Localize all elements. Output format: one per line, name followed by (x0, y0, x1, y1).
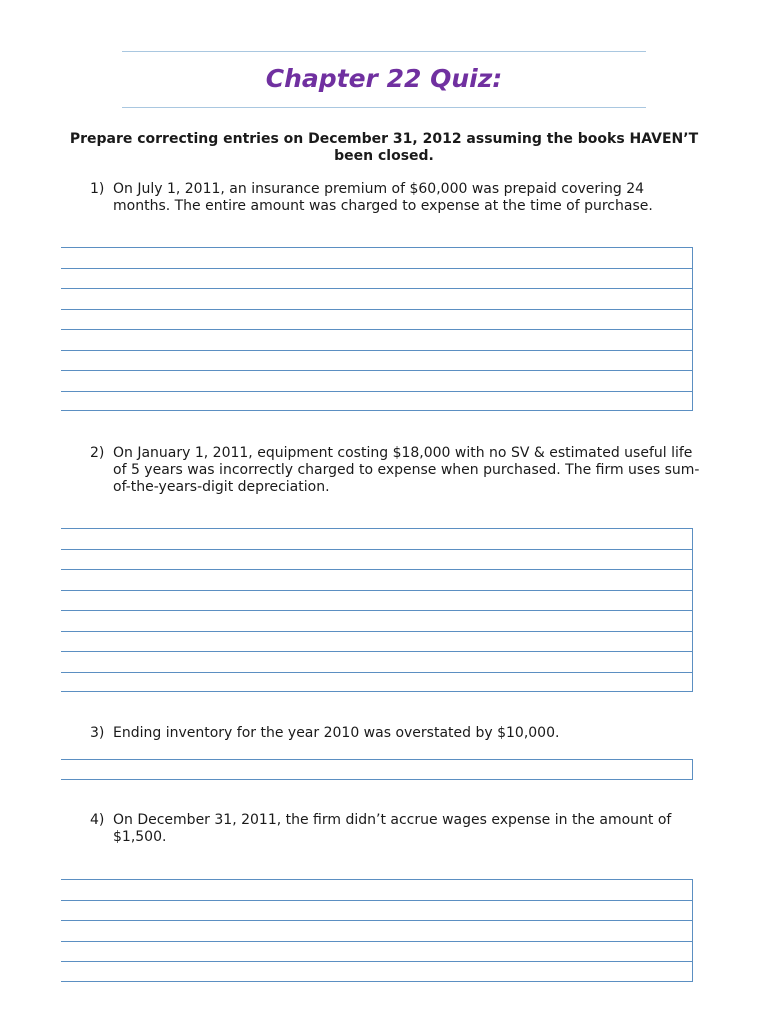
question-1 (90, 181, 702, 215)
answer-line[interactable] (61, 268, 692, 289)
answer-line[interactable] (61, 309, 692, 330)
answer-line[interactable] (61, 569, 692, 590)
answer-line[interactable] (61, 610, 692, 631)
answer-line[interactable] (61, 350, 692, 371)
answer-line[interactable] (61, 941, 692, 962)
answer-line[interactable] (61, 759, 692, 780)
title-top-rule (122, 51, 646, 52)
answer-line[interactable] (61, 961, 692, 982)
page-title: Chapter 22 Quiz: (265, 64, 503, 93)
answer-line[interactable] (61, 590, 692, 611)
instructions: Prepare correcting entries on December 31, 2012 assuming the books HAVEN’T been closed. (69, 131, 699, 164)
answer-lines-3[interactable] (61, 759, 693, 780)
question-text: Ending inventory for the year 2010 was overstated by $10,000. (113, 725, 560, 741)
question-4 (90, 812, 702, 846)
question-text: On December 31, 2011, the firm didn’t accrue wages expense in the amount of $1,500. (113, 812, 672, 845)
answer-line[interactable] (61, 329, 692, 350)
answer-lines-1[interactable] (61, 247, 693, 411)
question-2 (90, 445, 702, 496)
question-number: 3) (90, 725, 105, 741)
answer-line[interactable] (61, 920, 692, 941)
answer-line[interactable] (61, 900, 692, 921)
answer-line[interactable] (61, 528, 692, 549)
answer-line[interactable] (61, 631, 692, 652)
answer-lines-2[interactable] (61, 528, 693, 692)
answer-line[interactable] (61, 391, 692, 412)
question-number: 2) (90, 445, 105, 461)
answer-line[interactable] (61, 247, 692, 268)
answer-line[interactable] (61, 651, 692, 672)
answer-lines-4[interactable] (61, 879, 693, 982)
answer-line[interactable] (61, 672, 692, 693)
answer-line[interactable] (61, 370, 692, 391)
answer-line[interactable] (61, 879, 692, 900)
answer-line[interactable] (61, 549, 692, 570)
question-text: On January 1, 2011, equipment costing $18,000 with no SV & estimated useful life of 5 years was incorrectly charged to expense when purchased. The firm uses sum-of-the-years-digit depreciation. (113, 445, 700, 495)
question-3 (90, 725, 702, 742)
question-text: On July 1, 2011, an insurance premium of $60,000 was prepaid covering 24 months. The entire amount was charged to expense at the time of purchase. (113, 181, 653, 214)
question-number: 4) (90, 812, 105, 828)
title-bottom-rule (122, 107, 646, 108)
question-number: 1) (90, 181, 105, 197)
answer-line[interactable] (61, 288, 692, 309)
